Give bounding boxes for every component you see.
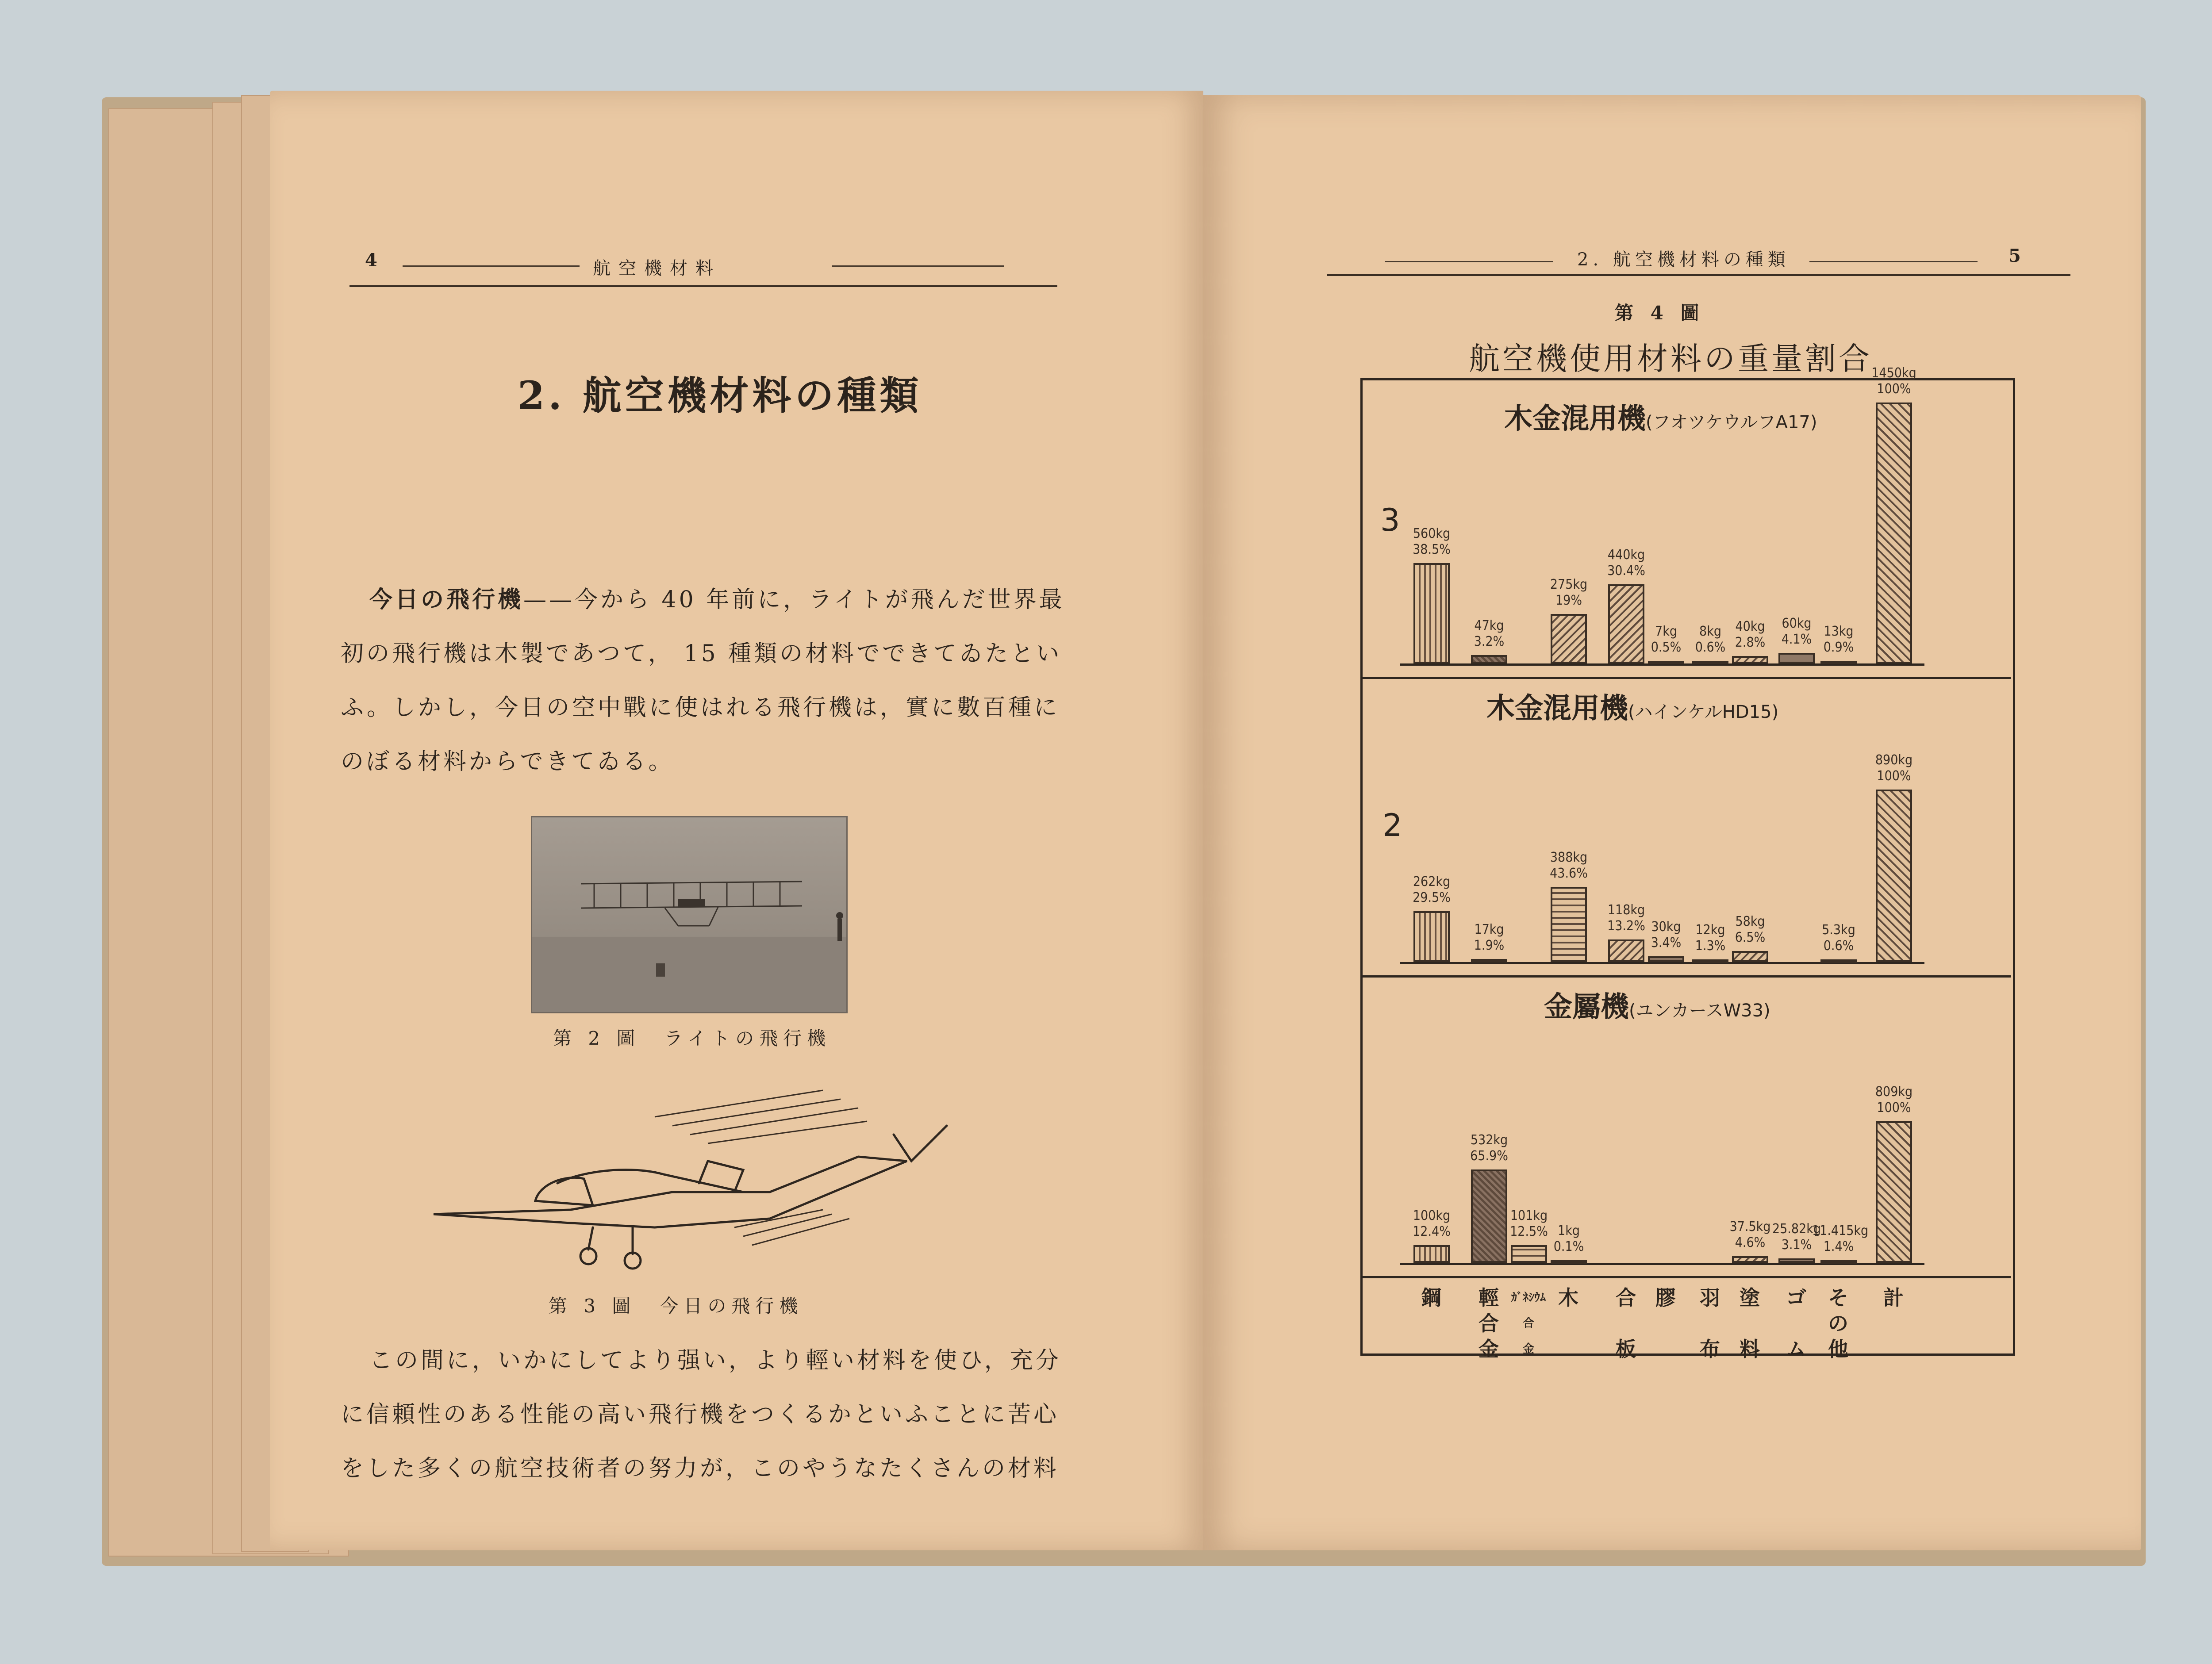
- panel-divider-1: [1363, 677, 2011, 679]
- panel2-bar-7: [1820, 959, 1857, 963]
- panel1-bar-label-9: [1867, 365, 1920, 397]
- category-label-7: 塗 料: [1740, 1286, 1760, 1361]
- kg-label: 262kg: [1413, 874, 1451, 890]
- category-label-6: 羽 布: [1700, 1286, 1720, 1361]
- pct-label: 100%: [1877, 1100, 1911, 1116]
- pct-label: 0.1%: [1553, 1239, 1584, 1254]
- kg-label: 30kg: [1651, 919, 1681, 935]
- kg-label: 17kg: [1474, 921, 1504, 937]
- panel1-bar-8: [1820, 661, 1857, 664]
- panel1-bar-4: [1648, 661, 1684, 664]
- fig2-caption: 第 2 圖 ライトの飛行機: [553, 1028, 831, 1049]
- panel3-bar-label-0: [1405, 1208, 1458, 1240]
- category-axis-line: [1363, 1276, 2011, 1278]
- pct-label: 6.5%: [1735, 929, 1766, 945]
- panel3-title: 金屬機(ユンカースW33): [1544, 991, 1770, 1024]
- panel2-bar-label-1: [1463, 922, 1516, 954]
- left-page: [270, 91, 1203, 1550]
- kg-label: 58kg: [1735, 913, 1765, 929]
- header-rule-left: [349, 285, 1057, 287]
- panel3-bar-label-3: [1542, 1223, 1595, 1255]
- panel3-bar-4: [1732, 1256, 1768, 1263]
- pct-label: 0.6%: [1823, 938, 1854, 954]
- panel2-bar-label-0: [1405, 874, 1458, 906]
- para2-line1: この間に，いかにしてより强い，より輕い材料を使ひ，充分: [369, 1347, 1061, 1374]
- pct-label: 19%: [1555, 592, 1582, 608]
- pct-label: 12.5%: [1510, 1224, 1548, 1239]
- category-label-8: ゴ ム: [1786, 1286, 1806, 1361]
- right-page-number: 5: [2008, 245, 2021, 266]
- header-line-left-a: [403, 265, 580, 267]
- panel2-title: 木金混用機(ハインケルHD15): [1486, 692, 1779, 725]
- kg-label: 100kg: [1413, 1208, 1451, 1224]
- panel1-bar-3: [1608, 584, 1644, 663]
- pct-label: 3.2%: [1474, 634, 1505, 650]
- panel3-bar-label-4: [1724, 1219, 1777, 1251]
- pct-label: 13.2%: [1607, 918, 1645, 934]
- kg-label: 560kg: [1413, 525, 1451, 541]
- category-label-2: ｶﾞﾈｼｳﾑ 合 金: [1511, 1291, 1546, 1356]
- panel1-bar-label-2: [1542, 577, 1595, 609]
- pct-label: 100%: [1877, 381, 1911, 397]
- fig3-caption: 第 3 圖 今日の飛行機: [549, 1295, 803, 1317]
- panel1-bar-label-3: [1600, 547, 1653, 579]
- panel1-bar-1: [1471, 655, 1507, 663]
- category-label-9: そ の 他: [1828, 1286, 1848, 1361]
- kg-label: 7kg: [1655, 624, 1677, 639]
- pct-label: 0.6%: [1695, 640, 1726, 655]
- right-page: [1203, 95, 2141, 1550]
- kg-label: 8kg: [1699, 624, 1721, 639]
- panel3-bar-label-1: [1463, 1132, 1516, 1164]
- left-running-head: 航空機材料: [593, 258, 721, 279]
- para1-line1: 今日の飛行機——今から 40 年前に，ライトが飛んだ世界最: [369, 586, 1065, 613]
- pct-label: 4.1%: [1781, 631, 1812, 647]
- panel2-number: 2: [1382, 807, 1402, 844]
- category-label-4: 合 板: [1616, 1286, 1636, 1361]
- pct-label: 2.8%: [1735, 635, 1766, 651]
- para1-line2: 初の飛行機は木製であつて， 15 種類の材料でできてゐたとい: [341, 640, 1062, 667]
- pct-label: 1.9%: [1474, 937, 1505, 953]
- panel1-number: 3: [1380, 502, 1400, 538]
- category-label-3: 木: [1558, 1286, 1578, 1310]
- kg-label: 101kg: [1510, 1208, 1548, 1223]
- kg-label: 118kg: [1607, 902, 1645, 918]
- panel2-bar-label-6: [1724, 914, 1777, 946]
- panel3-bar-2: [1511, 1245, 1547, 1263]
- right-running-head: 2. 航空機材料の種類: [1577, 249, 1790, 270]
- panel1-bar-9: [1876, 403, 1912, 663]
- header-line-right-b: [1809, 261, 1978, 262]
- left-page-number: 4: [365, 250, 377, 271]
- kg-label: 5.3kg: [1822, 922, 1855, 938]
- para1-line4: のぼる材料からできてゐる。: [341, 748, 674, 775]
- panel3-bar-1: [1471, 1169, 1507, 1263]
- panel3-bar-0: [1413, 1245, 1450, 1263]
- panel1-bar-label-6: [1724, 619, 1777, 651]
- panel3-bar-3: [1551, 1260, 1587, 1264]
- fig4-label: 第 4 圖: [1615, 302, 1705, 324]
- pct-label: 4.6%: [1735, 1235, 1766, 1251]
- category-label-10: 計: [1883, 1286, 1904, 1310]
- kg-label: 25.82kg: [1772, 1221, 1821, 1237]
- panel3-bar-label-7: [1867, 1084, 1920, 1116]
- kg-label: 40kg: [1735, 619, 1765, 635]
- kg-label: 440kg: [1607, 547, 1645, 563]
- category-label-5: 膠: [1655, 1286, 1676, 1310]
- chart-frame: [1360, 378, 2015, 1356]
- panel1-bar-label-0: [1405, 526, 1458, 558]
- panel1-bar-label-8: [1812, 624, 1865, 656]
- pct-label: 38.5%: [1413, 541, 1451, 557]
- panel1-bar-0: [1413, 563, 1450, 663]
- kg-label: 809kg: [1875, 1084, 1913, 1100]
- kg-label: 275kg: [1550, 576, 1588, 592]
- panel2-bar-0: [1413, 911, 1450, 962]
- pct-label: 0.9%: [1823, 640, 1854, 655]
- panel3-bar-label-6: [1812, 1223, 1869, 1255]
- panel2-bar-label-7: [1812, 922, 1865, 954]
- kg-label: 11.415kg: [1812, 1223, 1869, 1238]
- kg-label: 1450kg: [1871, 365, 1916, 381]
- para2-line3: をした多くの航空技術者の努力が，このやうなたくさんの材料: [341, 1455, 1060, 1482]
- kg-label: 1kg: [1558, 1223, 1580, 1238]
- header-line-left-b: [832, 265, 1004, 267]
- pct-label: 0.5%: [1651, 640, 1682, 655]
- kg-label: 37.5kg: [1729, 1219, 1771, 1235]
- panel2-bar-label-8: [1867, 752, 1920, 784]
- kg-label: 13kg: [1824, 624, 1854, 639]
- kg-label: 60kg: [1782, 615, 1812, 631]
- kg-label: 532kg: [1470, 1132, 1508, 1148]
- header-line-right-a: [1385, 261, 1553, 262]
- pct-label: 29.5%: [1413, 890, 1451, 905]
- panel3-bar-6: [1820, 1260, 1857, 1264]
- chart-title: 航空機使用材料の重量割合: [1469, 341, 1872, 377]
- pct-label: 3.1%: [1781, 1237, 1812, 1253]
- wright-flyer-photo: [531, 816, 848, 1013]
- panel2-bar-3: [1608, 939, 1644, 962]
- pct-label: 3.4%: [1651, 935, 1682, 951]
- panel1-bar-2: [1551, 614, 1587, 663]
- para2-line2: に信頼性のある性能の高い飛行機をつくるかといふことに苦心: [341, 1401, 1060, 1428]
- panel1-bar-6: [1732, 656, 1768, 663]
- panel3-bar-5: [1778, 1258, 1815, 1263]
- kg-label: 12kg: [1695, 922, 1725, 938]
- panel2-bar-6: [1732, 951, 1768, 962]
- panel2-bar-8: [1876, 790, 1912, 962]
- para1-line3: ふ。しかし，今日の空中戰に使はれる飛行機は，實に數百種に: [341, 694, 1060, 721]
- wright-flyer-image: [532, 817, 846, 1012]
- pct-label: 65.9%: [1470, 1148, 1508, 1164]
- category-label-0: 鋼: [1421, 1286, 1441, 1310]
- panel1-bar-7: [1778, 653, 1815, 663]
- pct-label: 12.4%: [1413, 1224, 1451, 1240]
- pct-label: 43.6%: [1550, 865, 1588, 881]
- pct-label: 100%: [1877, 768, 1911, 784]
- section-title: 2. 航空機材料の種類: [518, 372, 922, 418]
- panel1-title: 木金混用機(フオツケウルフA17): [1504, 403, 1817, 435]
- panel2-bar-5: [1692, 959, 1728, 963]
- panel2-bar-label-2: [1542, 850, 1595, 882]
- kg-label: 890kg: [1875, 752, 1913, 768]
- pct-label: 30.4%: [1607, 563, 1645, 579]
- pct-label: 1.4%: [1823, 1239, 1854, 1254]
- panel1-bar-label-1: [1463, 618, 1516, 650]
- panel3-bar-7: [1876, 1121, 1912, 1263]
- panel-divider-2: [1363, 975, 2011, 978]
- panel2-bar-4: [1648, 956, 1684, 962]
- kg-label: 388kg: [1550, 849, 1588, 865]
- panel2-bar-2: [1551, 887, 1587, 962]
- kg-label: 47kg: [1474, 618, 1504, 634]
- header-rule-right: [1327, 274, 2070, 276]
- category-label-1: 輕 合 金: [1479, 1286, 1499, 1361]
- pct-label: 1.3%: [1695, 938, 1726, 954]
- modern-airplane-drawing: [425, 1081, 956, 1285]
- panel2-bar-1: [1471, 959, 1507, 962]
- panel1-bar-5: [1692, 661, 1728, 664]
